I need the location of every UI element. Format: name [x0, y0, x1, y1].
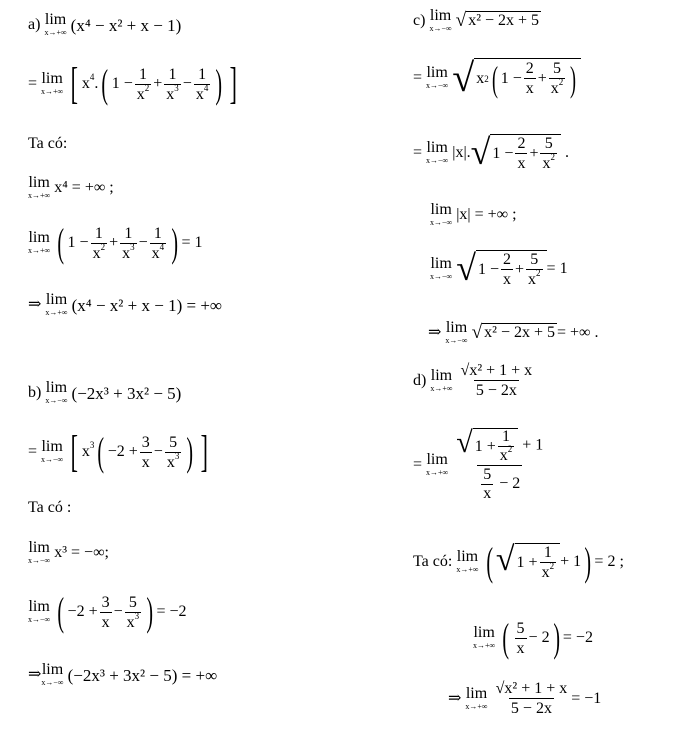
d-final: ⇒ lim x→+∞ $\frac{\text{√x² + 1 + x}}{5 - 2x}$ = −1 — [448, 680, 602, 717]
part-d-line2: = lim x→+∞ √ 1 + 1 $x^2$ + 1 $\frac{5}{x}$ − 2 — [413, 426, 544, 502]
part-a-label: a) — [28, 16, 41, 33]
a-expression: (x⁴ − x² + x − 1) — [70, 15, 182, 35]
d-lim2: lim x→+∞ ( 5 x − 2 ) = −2 — [473, 615, 593, 660]
b-final: ⇒ lim x→−∞ (−2x³ + 3x² − 5) = +∞ — [28, 661, 218, 687]
c-final: ⇒ lim x→−∞ √ x² − 2x + 5 = +∞ . — [428, 319, 599, 345]
part-d-line1: d) lim x→+∞ √x² + 1 + x 5 − 2x — [413, 362, 533, 399]
d-ta-co-line: Ta có: lim x→+∞ ( √ 1 + 1 $x^2$ + 1 ) = 2 ; — [413, 539, 624, 584]
ta-co-a: Ta có: — [28, 135, 68, 152]
part-c-label: c) — [413, 12, 426, 29]
b-lim-bracket: lim x→−∞ ( −2 + $\frac{3}{x}$ − $\frac{5}{x^3}$ ) = −2 — [28, 589, 187, 634]
c-lim-abs: lim x→−∞ |x| = +∞ ; — [430, 201, 517, 227]
part-c-line3: = lim x→−∞ |x|. √ 1 − 2 x + 5 $x^2$ . — [413, 132, 569, 172]
a-lim-x4: lim x→+∞ x⁴ = +∞ ; — [28, 174, 114, 200]
part-d-label: d) — [413, 371, 427, 389]
part-a-line2: = lim x→+∞ [ $x^4$. ( 1 − $\frac{1}{x^2}$ + $\frac{1}{x^3}$ − $\frac{1}{x^4}$ ) ] — [28, 59, 237, 108]
limit-operator: lim x→+∞ — [41, 70, 64, 96]
part-b-line1: b) lim x→−∞ (−2x³ + 3x² − 5) — [28, 379, 182, 405]
c-lim-sqrt: lim x→−∞ √ 1 − 2 x + 5 $x^2$ = 1 — [430, 248, 568, 288]
ta-co-b: Ta có : — [28, 499, 72, 516]
part-b-line2: = lim x→−∞ [ $x^3$ ( −2 + $\frac{3}{x}$ − $\frac{5}{x^3}$ ) ] — [28, 427, 208, 476]
part-a-line1 — [28, 12, 181, 38]
a-final: ⇒ lim x→+∞ (x⁴ − x² + x − 1) = +∞ — [28, 291, 223, 317]
b-lim-x3: lim x→−∞ x³ = −∞; — [28, 539, 109, 565]
limit-operator: lim x→+∞ — [44, 11, 67, 37]
part-b-label: b) — [28, 384, 42, 401]
part-c-line1: c) lim x→−∞ √ x² − 2x + 5 — [413, 7, 540, 33]
part-c-line2: = lim x→−∞ √ x 2 ( 1 − 2 x + 5 $x^2$ ) — [413, 58, 581, 98]
a-lim-bracket: lim x→+∞ ( 1 − $\frac{1}{x^2}$ + $\frac{1}{x^3}$ − $\frac{1}{x^4}$ ) = 1 — [28, 220, 203, 265]
